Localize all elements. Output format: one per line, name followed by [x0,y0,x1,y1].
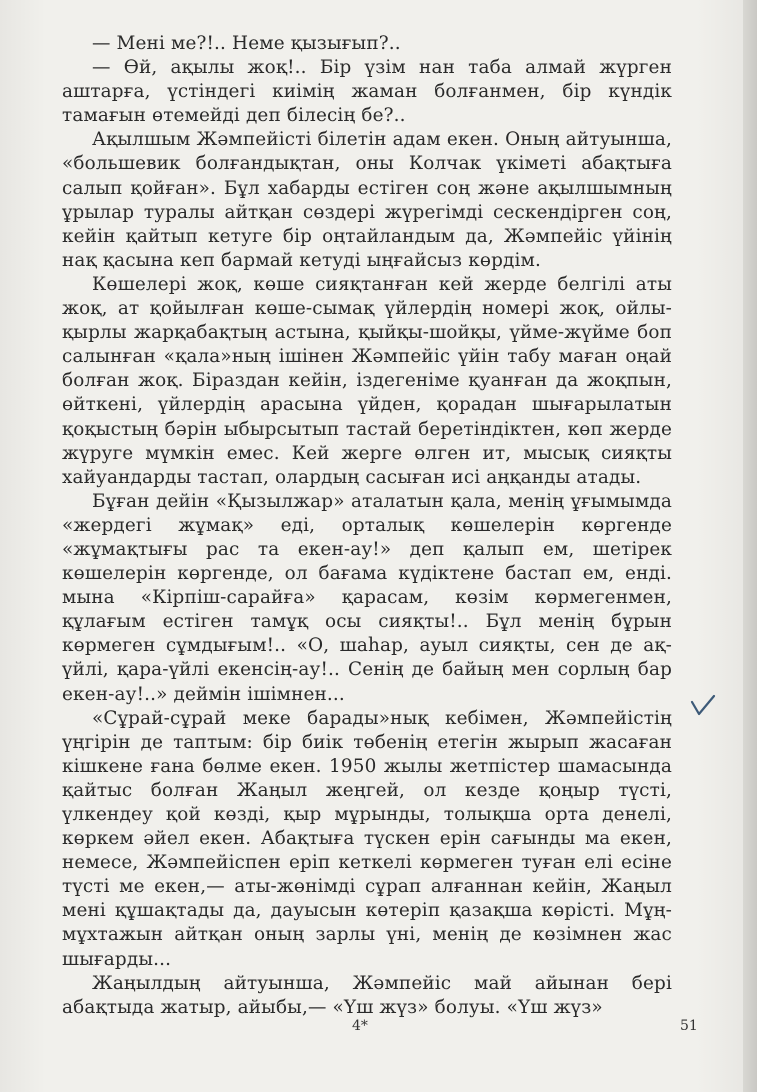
paragraph-4: Көшелері жоқ, көше сияқтанған кей жерде белгілі аты жоқ, ат қойылған көше-сымақ үйлердің номері жоқ, ойлы-қырлы жарқабақтың астына, қыйқы-шойқы, үйме-жүйме боп салынған «қала»ның ішінен Жәмпейіс үйін табу маған оңай болған жоқ. Біраздан кейін, іздегеніме қуанған да жоқпын, өйткені, үйлердің арасына үйден, қорадан шығарылатын қоқыстың бәрін ыбырсытып тастай беретіндіктен, көп жерде жүруге мүмкін емес. Кей жерге өлген ит, мысық сияқты хайуандарды тастап, олардың сасыған исі аңқанды атады. [62,273,672,488]
paragraph-5: Бұған дейін «Қызылжар» аталатын қала, менің ұғымымда «жердегі жұмақ» еді, орталық көшелерін көргенде «жұмақтығы рас та екен-ау!» деп қалып ем, шетірек көшелерін көргенде, ол бағама күдіктене бастап ем, енді. мына «Кірпіш-сарайға» қарасам, көзім көрмегенмен, құлағым естіген тамұқ осы сияқты!.. Бұл менің бұрын көрмеген сұмдығым!.. «О, шаһар, ауыл сияқты, сен де ақ-үйлі, қара-үйлі екенсің-ау!.. Сенің де байың мен сорлың бар екен-ау!..» деймін ішімнен... [62,490,672,705]
body-text [62,32,672,1020]
paragraph-2: — Өй, ақылы жоқ!.. Бір үзім нан таба алмай жүрген аштарға, үстіндегі киімің жаман болғанмен, бір күндік тамағын өтемейді деп білесің бе?.. [62,57,672,127]
paragraph-7: Жаңылдың айтуынша, Жәмпейіс май айынан бері абақтыда жатыр, айыбы,— «Үш жүз» болуы. «Үш жүз» [62,972,672,1018]
paragraph-6: «Сұрай-сұрай меке барады»нық кебімен, Жәмпейістің үңгірін де таптым: бір биік төбенің етегін жырып жасаған кішкене ғана бөлме екен. 1950 жылы жетпістер шамасында қайтыс болған Жаңыл жеңгей, ол кезде қоңыр түсті, үлкендеу қой көзді, қыр мұрынды, толықша орта денелі, көркем әйел екен. Абақтыға түскен ерін сағынды ма екен, немесе, Жәмпейіспен еріп кеткелі көрмеген туған елі есіне түсті ме екен,— аты-жөнімді сұрап алғаннан кейін, Жаңыл мені құшақтады да, дауысын көтеріп қазақша көрісті. Мұң-мұхтажын айтқан оның зарлы үні, менің де көзімнен жас шығарды... [62,707,672,970]
page-edge-shadow [743,0,757,1092]
checkmark-icon [690,693,716,717]
paragraph-1: — Мені ме?!.. Неме қызығып?.. [92,33,401,54]
paragraph-3: Ақылшым Жәмпейісті білетін адам екен. Оның айтуынша, «большевик болғандықтан, оны Колчак үкіметі абақтыға салып қойған». Бұл хабарды естіген соң және ақылшымның ұрылар туралы айтқан сөздері жүрегімді сескендірген соң, кейін қайтып кетуге бір оңтайландым да, Жәмпейіс үйінің нақ қасына кеп бармай кетуді ыңғайсыз көрдім. [62,129,672,271]
page-number: 51 [680,1018,698,1034]
signature-mark: 4* [352,1018,368,1034]
